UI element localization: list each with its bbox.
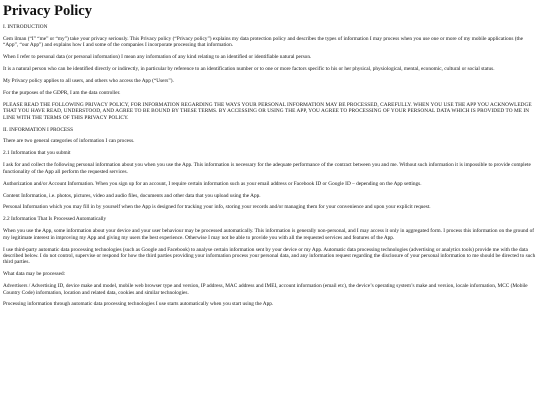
paragraph: I ask for and collect the following personal information about you when you use the App. This information is necessary for the adequate performance of the contract between you and me. Without such information it is impossible to provide complete functionality of the App all perform the requested services. xyxy=(3,162,531,175)
paragraph: Advertisers / Advertising ID, device make and model, mobile web browser type and version, IP address, MAC address and IMEI, account information (email etc), the device’s operating system’s make and version, locale information, MCC (Mobile Country Code) information, location and related data, cookies and similar technologies. xyxy=(3,283,528,296)
paragraph: Processing information through automatic data processing technologies I use starts automatically when you start using the App. xyxy=(3,301,274,308)
page-title: Privacy Policy xyxy=(3,3,92,19)
paragraph: When you use the App, some information about your device and your user behaviour may be processed automatically. This information is generally non-personal, and I may access it only in aggregated form. I process this information on the ground of my legitimate interest in improving my App and giving my users the best experience. Otherwise I may not be able to provide you with all the requested services and features of the App. xyxy=(3,228,535,241)
paragraph: Authorization and/or Account Information. When you sign up for an account, I require certain information such as your email address or Facebook ID or Google ID – depending on the App settings. xyxy=(3,180,422,187)
paragraph: What data may be processed: xyxy=(3,271,66,278)
paragraph: When I refer to personal data (or personal information) I mean any information of any kind relating to an identified or identifiable natural person. xyxy=(3,54,312,61)
paragraph: I use third-party automatic data processing technologies (such as Google and Facebook) to analyse certain information sent by your device or my App. Automatic data processing technologies (advertising or analytics tools) provide me with the data described below. I do not control, supervise or respond for how the third parties providing your information process your personal data, and any information request regarding the disclosure of your personal information to me should be directed to such third parties. xyxy=(3,246,536,266)
paragraph: There are two general categories of information I can process. xyxy=(3,138,135,145)
consent-notice: PLEASE READ THE FOLLOWING PRIVACY POLICY, FOR INFORMATION REGARDING THE WAYS YOUR PERSONAL INFORMATION MAY BE PROCESSED, CAREFULLY. WHEN YOU USE THE APP YOU ACKNOWLEDGE THAT YOU HAVE READ, UNDERSTOOD, AND AGREE TO BE BOUND BY THESE TERMS. BY ACCESSING OR USING THE APP, YOU AGREE TO PROCESSING OF YOUR PERSONAL DATA WHICH IS PROVIDED TO ME IN LINE WITH THE TERMS OF THIS PRIVACY POLICY. xyxy=(3,101,532,121)
paragraph: Cem ilman (“I” “me” or “my”) take your privacy seriously. This Privacy policy (“Privacy policy”) explains my data protection policy and describes the types of information I may process when you use one or more of my mobile applications (the “App”, “our App”) and explains how I and some of the companies I incorporate processing that information. xyxy=(3,35,523,49)
paragraph: It is a natural person who can be identified directly or indirectly, in particular by reference to an identification number or to one or more factors specific to his or her physical, physiological, mental, economic, cultural or social status. xyxy=(3,66,495,73)
paragraph: For the purposes of the GDPR, I am the data controller. xyxy=(3,89,121,96)
section-heading-introduction: I. INTRODUCTION xyxy=(3,24,48,30)
paragraph: My Privacy policy applies to all users, and others who access the App (“Users”). xyxy=(3,78,174,85)
paragraph: Personal Information which you may fill in by yourself when the App is designed for tracking your info, storing your records and/or managing them for your convenience and upon your explicit request. xyxy=(3,204,431,211)
subsection-heading-automatic: 2.2 Information That Is Processed Automatically xyxy=(3,216,107,223)
section-heading-information: II. INFORMATION I PROCESS xyxy=(3,126,74,133)
subsection-heading-submitted: 2.1 Information that you submit xyxy=(3,150,71,157)
paragraph: Content Information, i.e. photos, pictures, video and audio files, documents and other data that you upload using the App. xyxy=(3,192,261,199)
